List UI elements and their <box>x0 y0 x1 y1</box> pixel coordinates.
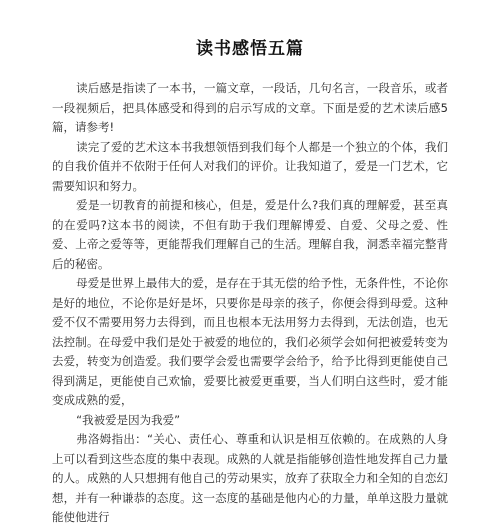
paragraph-2: 爱是一切教育的前提和核心，但是，爱是什么?我们真的理解爱，甚至真的在爱吗?这本书的阅读，不但有助于我们理解博爱、自爱、父母之爱、性爱、上帝之爱等等，更能帮我们理解自己的生活。理解自我，洞悉幸福完整背后的秘密。 <box>52 198 448 271</box>
paragraph-intro: 读后感是指读了一本书，一篇文章，一段话，几句名言，一段音乐，或者一段视频后，把具体感受和得到的启示写成的文章。下面是爱的艺术读后感5篇，请参考! <box>52 81 448 134</box>
paragraph-1: 读完了爱的艺术这本书我想领悟到我们每个人都是一个独立的个体，我们的自我价值并不依附于任何人对我们的评价。让我知道了，爱是一门艺术，它需要知识和努力。 <box>52 139 448 193</box>
paragraph-4: 弗洛姆指出：“关心、责任心、尊重和认识是相互依赖的。在成熟的人身上可以看到这些态度的集中表现。成熟的人就是指能够创造性地发挥自己力量的人。成熟的人只想拥有他自己的劳动果实，放弃了获取全力和全知的自恋幻想，并有一种谦恭的态度。这一态度的基础是他内心的力量，单单这股力量就能使他进行 <box>52 432 448 524</box>
document-title: 读书感悟五篇 <box>196 39 304 59</box>
paragraph-quote: “我被爱是因为我爱” <box>76 412 181 427</box>
paragraph-3: 母爱是世界上最伟大的爱，是存在于其无偿的给予性，无条件性，不论你是好的地位，不论你是好是坏，只要你是母亲的孩子，你便会得到母爱。这种爱不仅不需要用努力去得到，而且也根本无法用努力去得到，无法创造，也无法控制。在母爱中我们是处于被爱的地位的，我们必须学会如何把被爱转变为去爱，转变为创造爱。我们要学会爱也需要学会给予，给予比得到更能使自己得到满足，更能使自己欢愉，爱要比被爱更重要，当人们明白这些时，爱才能变成成熟的爱， <box>52 276 448 407</box>
